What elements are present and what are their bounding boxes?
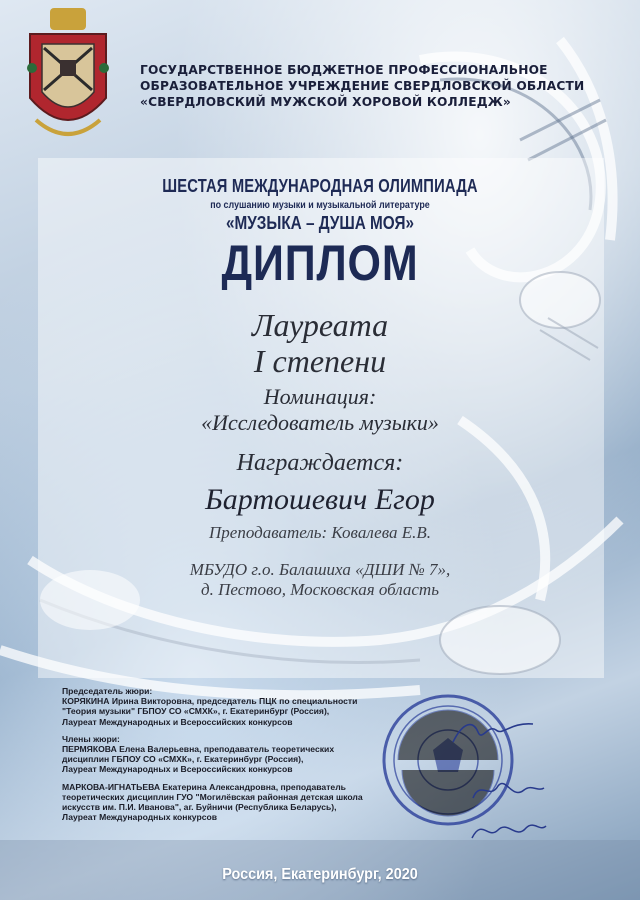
institution-line-2: ОБРАЗОВАТЕЛЬНОЕ УЧРЕЖДЕНИЕ СВЕРДЛОВСКОЙ ОБЛАСТИ — [140, 79, 585, 93]
teacher-line: Преподаватель: Ковалева Е.В. — [209, 523, 431, 542]
jury-member-2 — [62, 782, 392, 823]
school-line-2: д. Пестово, Московская область — [201, 580, 439, 599]
coat-of-arms-emblem — [22, 8, 114, 148]
olympiad-subtitle: по слушанию музыки и музыкальной литературе — [210, 199, 430, 211]
recipient-name: Бартошевич Егор — [205, 483, 435, 516]
jury-chair-line: "Теория музыки" ГБПОУ СО «СМХК», г. Екатеринбург (Россия), — [62, 706, 330, 717]
jury-chair-label: Председатель жюри: — [62, 686, 153, 696]
institution-name — [140, 62, 610, 110]
jury-chair-line: Лауреат Международных и Всероссийских конкурсов — [62, 716, 293, 727]
jury-member-1 — [62, 734, 392, 775]
jury-member-line: Лауреат Международных и Всероссийских конкурсов — [62, 764, 293, 775]
school-line-1: МБУДО г.о. Балашиха «ДШИ № 7», — [189, 560, 451, 579]
signature-1 — [448, 712, 538, 752]
jury-member-line: искусств им. П.И. Иванова", аг. Буйничи (Республика Беларусь), — [62, 802, 337, 813]
laureate-label: Лауреата — [251, 307, 389, 343]
diploma-heading: ДИПЛОМ — [221, 235, 419, 291]
jury-member-line: МАРКОВА-ИГНАТЬЕВА Екатерина Александровна, преподаватель — [62, 781, 346, 792]
olympiad-name: «МУЗЫКА – ДУША МОЯ» — [226, 213, 414, 233]
jury-chair — [62, 686, 392, 727]
awarded-label: Награждается: — [236, 450, 404, 476]
nomination-value: «Исследователь музыки» — [201, 410, 439, 435]
footer-place-year: Россия, Екатеринбург, 2020 — [222, 866, 418, 883]
jury-member-line: ПЕРМЯКОВА Елена Валерьевна, преподаватель теоретических — [62, 744, 335, 755]
institution-line-3: «СВЕРДЛОВСКИЙ МУЖСКОЙ ХОРОВОЙ КОЛЛЕДЖ» — [140, 95, 511, 109]
signature-2 — [468, 770, 548, 810]
institution-line-1: ГОСУДАРСТВЕННОЕ БЮДЖЕТНОЕ ПРОФЕССИОНАЛЬНОЕ — [140, 63, 548, 77]
jury-members-label: Члены жюри: — [62, 733, 120, 744]
jury-member-line: теоретических дисциплин ГУО "Могилёвская районная детская школа — [62, 791, 363, 802]
jury-member-line: дисциплин ГБПОУ СО «СМХК», г. Екатеринбург (Россия), — [62, 754, 304, 765]
nomination-label: Номинация: — [263, 384, 377, 409]
olympiad-title: ШЕСТАЯ МЕЖДУНАРОДНАЯ ОЛИМПИАДА — [162, 176, 478, 196]
jury-section — [62, 686, 392, 829]
jury-member-line: Лауреат Международных конкурсов — [62, 812, 218, 823]
jury-chair-line: КОРЯКИНА Ирина Викторовна, председатель ПЦК по специальности — [62, 696, 358, 707]
signature-3 — [468, 812, 548, 848]
degree-label: I степени — [253, 343, 387, 379]
